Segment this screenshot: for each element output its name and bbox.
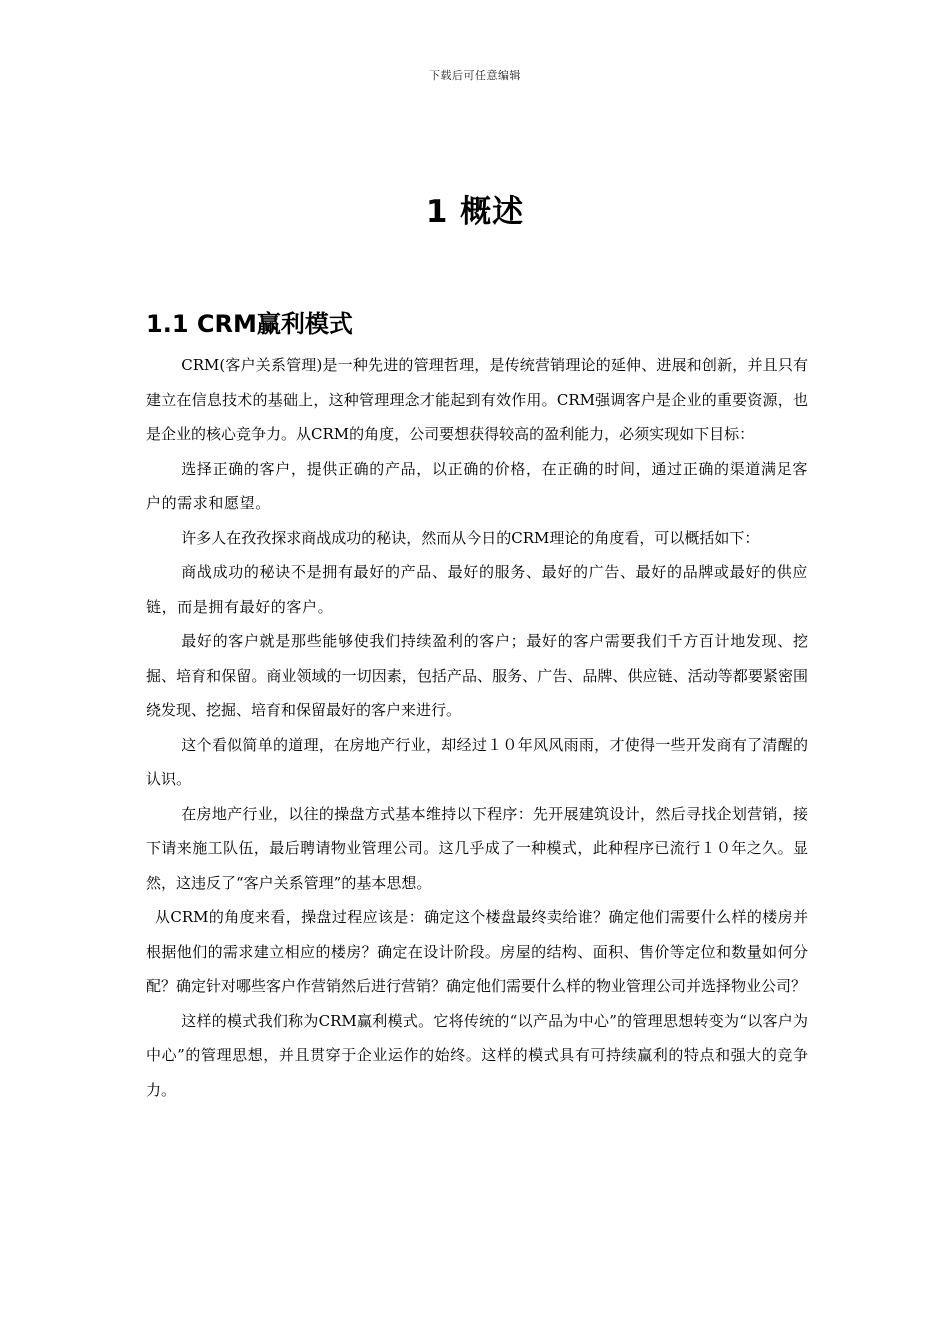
paragraph-best-customers: 最好的客户就是那些能够使我们持续盈利的客户；最好的客户需要我们千方百计地发现、挖掘、培育和保留。商业领域的一切因素，包括产品、服务、广告、品牌、供应链、活动等都要紧密围绕发现、挖掘、培育和保留最好的客户来进行。 <box>146 632 808 719</box>
paragraph-crm-definition: CRM(客户关系管理)是一种先进的管理哲理，是传统营销理论的延伸、进展和创新，并且只有建立在信息技术的基础上，这种管理理念才能起到有效作用。CRM强调客户是企业的重要资源，也是企业的核心竞争力。从CRM的角度，公司要想获得较高的盈利能力，必须实现如下目标： <box>146 356 808 443</box>
paragraph-success-secret-quote: 商战成功的秘诀不是拥有最好的产品、最好的服务、最好的广告、最好的品牌或最好的供应链，而是拥有最好的客户。 <box>146 563 808 616</box>
paragraph-old-process: 在房地产行业，以往的操盘方式基本维持以下程序：先开展建筑设计，然后寻找企划营销，接下请来施工队伍，最后聘请物业管理公司。这几乎成了一种模式，此种程序已流行１０年之久。显然，这违反了“客户关系管理”的基本思想。 <box>146 804 808 892</box>
paragraph-goal-quote: 选择正确的客户，提供正确的产品，以正确的价格，在正确的时间，通过正确的渠道满足客户的需求和愿望。 <box>146 459 808 512</box>
body-text <box>146 348 808 1107</box>
paragraph-crm-profit-model: 这样的模式我们称为CRM赢利模式。它将传统的“以产品为中心”的管理思想转变为“以客户为中心”的管理思想，并且贯穿于企业运作的始终。这样的模式具有可持续赢利的特点和强大的竞争力。 <box>146 1011 808 1099</box>
paragraph-crm-process: 从CRM的角度来看，操盘过程应该是：确定这个楼盘最终卖给谁？确定他们需要什么样的楼房并根据他们的需求建立相应的楼房？确定在设计阶段。房屋的结构、面积、售价等定位和数量如何分配？确定针对哪些客户作营销然后进行营销？确定他们需要什么样的物业管理公司并选择物业公司？ <box>146 908 808 995</box>
chapter-title: 1 概述 <box>425 194 525 230</box>
header-note: 下载后可任意编辑 <box>429 69 521 82</box>
paragraph-real-estate-insight: 这个看似简单的道理，在房地产行业，却经过１０年风风雨雨，才使得一些开发商有了清醒的认识。 <box>146 735 808 788</box>
paragraph-success-secret-intro: 许多人在孜孜探求商战成功的秘诀，然而从今日的CRM理论的角度看，可以概括如下： <box>181 528 760 547</box>
section-title: 1.1 CRM赢利模式 <box>146 310 353 338</box>
